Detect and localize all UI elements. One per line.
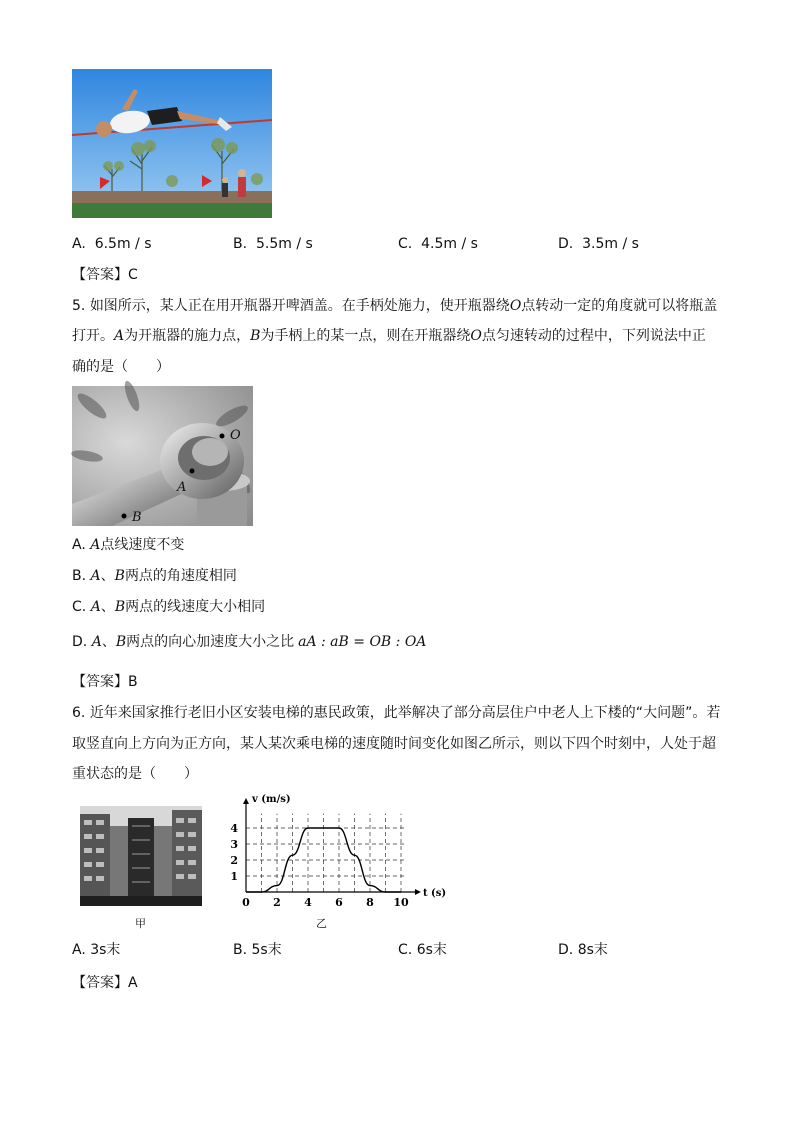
x-tick-label: 10 — [393, 896, 409, 909]
answer-label: 【答案】 — [72, 267, 128, 283]
stem-text: 为手柄上的某一点，则在开瓶器绕 — [260, 328, 471, 344]
option-text: 6.5m / s — [94, 236, 152, 252]
q4-option-d — [558, 234, 639, 254]
option-letter: D. — [558, 236, 574, 252]
option-text: 3.5m / s — [582, 236, 639, 252]
option-letter: A. — [72, 942, 86, 958]
y-tick-label: 1 — [230, 870, 238, 883]
option-letter: B. — [233, 942, 248, 958]
option-letter: C. — [72, 599, 87, 615]
option-text: 8s末 — [577, 942, 608, 958]
y-tick-label: 2 — [230, 854, 238, 867]
q6-option-c — [398, 940, 447, 960]
q5-stem-line-2 — [72, 326, 706, 346]
option-text: 两点的角速度相同 — [124, 568, 237, 584]
option-letter: B. — [233, 236, 248, 252]
stem-text: 为开瓶器的施力点， — [124, 328, 251, 344]
high-jump-photo — [72, 69, 272, 218]
point-b-label: B — [132, 510, 142, 525]
option-text: 两点的线速度大小相同 — [125, 599, 266, 615]
y-axis-label: v (m/s) — [252, 794, 291, 805]
q4-option-b — [233, 234, 313, 254]
bottle-opener-photo — [72, 386, 253, 526]
option-variable: B — [114, 568, 125, 584]
option-letter: D. — [558, 942, 574, 958]
acceleration-ratio-formula: aA : aB = OB : OA — [298, 634, 427, 650]
stem-text: 确的是（ ） — [72, 359, 170, 375]
q6-stem-line-2 — [72, 734, 716, 754]
figure-yi-caption: 乙 — [316, 917, 327, 930]
option-text: 4.5m / s — [421, 236, 478, 252]
high-jump-photo-drawing — [72, 69, 272, 218]
option-separator: 、 — [100, 599, 115, 615]
point-a-label: A — [177, 480, 187, 495]
q5-option-c — [72, 597, 265, 617]
q5-stem-line-1 — [72, 296, 717, 316]
stem-text: 点匀速转动的过程中，下列说法中正 — [481, 328, 706, 344]
bottle-opener-drawing — [72, 386, 253, 526]
option-variable: A — [90, 537, 101, 553]
option-text: 6s末 — [416, 942, 447, 958]
stem-variable: O — [509, 298, 522, 314]
x-tick-label: 2 — [273, 896, 281, 909]
option-letter: D. — [72, 634, 88, 650]
y-tick-label: 3 — [230, 838, 238, 851]
stem-text: 如图所示，某人正在用开瓶器开啤酒盖。在手柄处施力，使开瓶器绕 — [89, 298, 510, 314]
q6-option-b — [233, 940, 282, 960]
x-tick-label: 6 — [335, 896, 343, 909]
question-number: 5. — [72, 298, 86, 314]
stem-text: 打开。 — [72, 328, 114, 344]
option-letter: B. — [72, 568, 87, 584]
q6-stem-line-1 — [72, 703, 720, 723]
answer-label: 【答案】 — [72, 674, 128, 690]
option-letter: A. — [72, 537, 86, 553]
q4-answer — [72, 264, 138, 284]
option-text: 两点的向心加速度大小之比 — [126, 634, 295, 650]
q4-option-c — [398, 234, 478, 254]
q5-option-b — [72, 566, 237, 586]
answer-label: 【答案】 — [72, 975, 128, 991]
elevator-building-drawing — [80, 806, 202, 906]
stem-variable: A — [114, 328, 125, 344]
option-variable: B — [114, 599, 126, 615]
x-axis-label: t (s) — [422, 888, 447, 899]
question-number: 6. — [72, 705, 86, 721]
stem-text: 近年来国家推行老旧小区安装电梯的惠民政策，此举解决了部分高层住户中老人上下楼的“大问题”。若 — [89, 705, 721, 721]
q5-answer — [72, 671, 138, 691]
stem-text: 点转动一定的角度就可以将瓶盖 — [521, 298, 718, 314]
q6-option-d — [558, 940, 608, 960]
option-letter: A. — [72, 236, 86, 252]
stem-variable: B — [250, 328, 261, 344]
q6-stem-line-3 — [72, 764, 198, 784]
figure-jia-caption: 甲 — [135, 917, 146, 930]
x-tick-label: 8 — [366, 896, 374, 909]
option-text: 5s末 — [251, 942, 282, 958]
option-letter: C. — [398, 236, 413, 252]
answer-value: A — [128, 975, 138, 991]
option-text: 点线速度不变 — [100, 537, 185, 553]
option-separator: 、 — [101, 634, 116, 650]
q4-option-a — [72, 234, 152, 254]
q5-stem-line-3 — [72, 357, 170, 377]
q6-answer — [72, 972, 138, 992]
q5-option-d — [72, 632, 426, 652]
q6-option-a — [72, 940, 120, 960]
stem-text: 重状态的是（ ） — [72, 766, 198, 782]
option-variable: A — [90, 599, 101, 615]
answer-value: B — [128, 674, 138, 690]
option-text: 5.5m / s — [255, 236, 313, 252]
option-variable: A — [91, 634, 102, 650]
answer-value: C — [128, 267, 138, 283]
option-variable: B — [115, 634, 127, 650]
y-tick-label: 4 — [230, 822, 238, 835]
option-variable: A — [90, 568, 101, 584]
elevator-building-photo — [80, 806, 202, 906]
option-separator: 、 — [100, 568, 115, 584]
option-text: 3s末 — [90, 942, 121, 958]
point-o-label: O — [230, 428, 241, 443]
x-tick-label: 0 — [242, 896, 250, 909]
option-letter: C. — [398, 942, 413, 958]
x-axis-arrow — [415, 889, 421, 895]
stem-variable: O — [470, 328, 482, 344]
velocity-time-chart — [226, 794, 447, 914]
y-axis-arrow — [243, 798, 249, 804]
stem-text: 取竖直向上方向为正方向，某人某次乘电梯的速度随时间变化如图乙所示，则以下四个时刻中，人处于超 — [72, 736, 716, 752]
x-tick-label: 4 — [304, 896, 312, 909]
q5-option-a — [72, 535, 184, 555]
